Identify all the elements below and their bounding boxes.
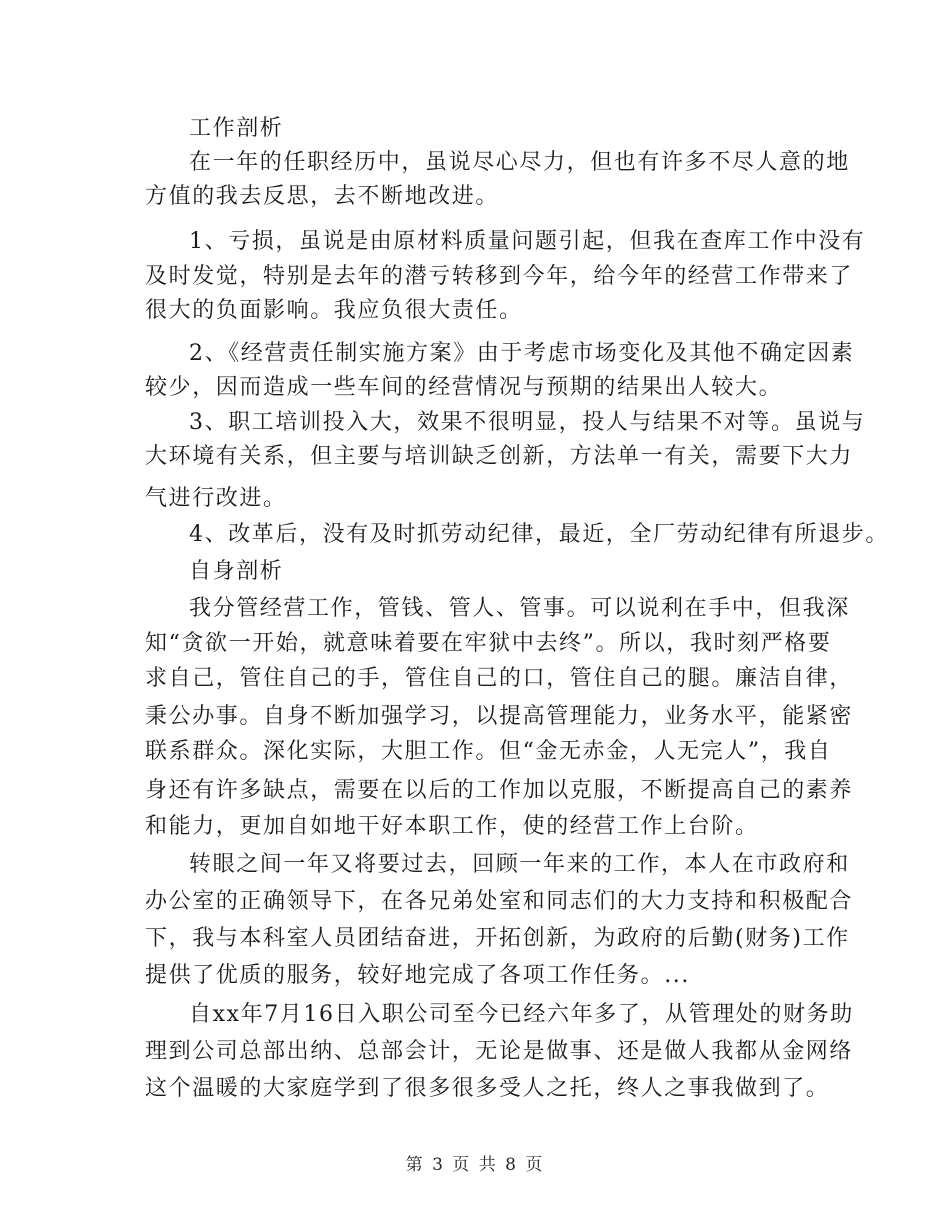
paragraph-line: 1、亏损，虽说是由原材料质量问题引起，但我在查库工作中没有 <box>189 229 866 254</box>
paragraph-line: 提供了优质的服务，较好地完成了各项工作任务。... <box>145 963 690 988</box>
paragraph-line: 秉公办事。自身不断加强学习，以提高管理能力，业务水平，能紧密 <box>145 704 854 729</box>
paragraph-line: 及时发觉，特别是去年的潜亏转移到今年，给今年的经营工作带来了 <box>145 264 854 289</box>
paragraph-line: 气进行改进。 <box>145 486 287 511</box>
paragraph-line: 较少，因而造成一些车间的经营情况与预期的结果出人较大。 <box>145 375 783 400</box>
page-number-footer: 第 3 页 共 8 页 <box>405 1155 545 1175</box>
paragraph-line: 办公室的正确领导下，在各兄弟处室和同志们的大力支持和积极配合 <box>145 889 854 914</box>
paragraph-line: 3、职工培训投入大，效果不很明显，投人与结果不对等。虽说与 <box>189 410 866 435</box>
paragraph-line: 理到公司总部出纳、总部会计，无论是做事、还是做人我都从金网络 <box>145 1039 854 1064</box>
paragraph-line: 很大的负面影响。我应负很大责任。 <box>145 298 523 323</box>
paragraph-line: 方值的我去反思，去不断地改进。 <box>145 184 500 209</box>
paragraph-line: 身还有许多缺点，需要在以后的工作加以克服，不断提高自己的素养 <box>145 778 854 803</box>
paragraph-line: 自xx年7月16日入职公司至今已经六年多了，从管理处的财务助 <box>189 1002 854 1027</box>
paragraph-line: 我分管经营工作，管钱、管人、管事。可以说利在手中，但我深 <box>189 596 850 621</box>
paragraph-line: 下，我与本科室人员团结奋进，开拓创新，为政府的后勤(财务)工作 <box>145 926 850 951</box>
section-heading-self-analysis: 自身剖析 <box>189 559 284 584</box>
paragraph-line: 知“贪欲一开始，就意味着要在牢狱中去终”。所以，我时刻严格要 <box>145 631 832 656</box>
paragraph-line: 4、改革后，没有及时抓劳动纪律，最近，全厂劳动纪律有所退步。 <box>189 522 889 547</box>
paragraph-line: 联系群众。深化实际，大胆工作。但“金无赤金，人无完人”，我自 <box>145 739 832 764</box>
paragraph-line: 这个温暖的大家庭学到了很多很多受人之托，终人之事我做到了。 <box>145 1076 830 1101</box>
section-heading-work-analysis: 工作剖析 <box>189 116 284 141</box>
paragraph-line: 在一年的任职经历中，虽说尽心尽力，但也有许多不尽人意的地 <box>189 150 850 175</box>
paragraph-line: 求自己，管住自己的手，管住自己的口，管住自己的腿。廉洁自律， <box>145 666 854 691</box>
paragraph-line: 2、《经营责任制实施方案》由于考虑市场变化及其他不确定因素 <box>189 341 855 366</box>
paragraph-line: 和能力，更加自如地干好本职工作，使的经营工作上台阶。 <box>145 814 759 839</box>
paragraph-line: 大环境有关系，但主要与培训缺乏创新，方法单一有关，需要下大力 <box>145 444 854 469</box>
paragraph-line: 转眼之间一年又将要过去，回顾一年来的工作，本人在市政府和 <box>189 852 850 877</box>
